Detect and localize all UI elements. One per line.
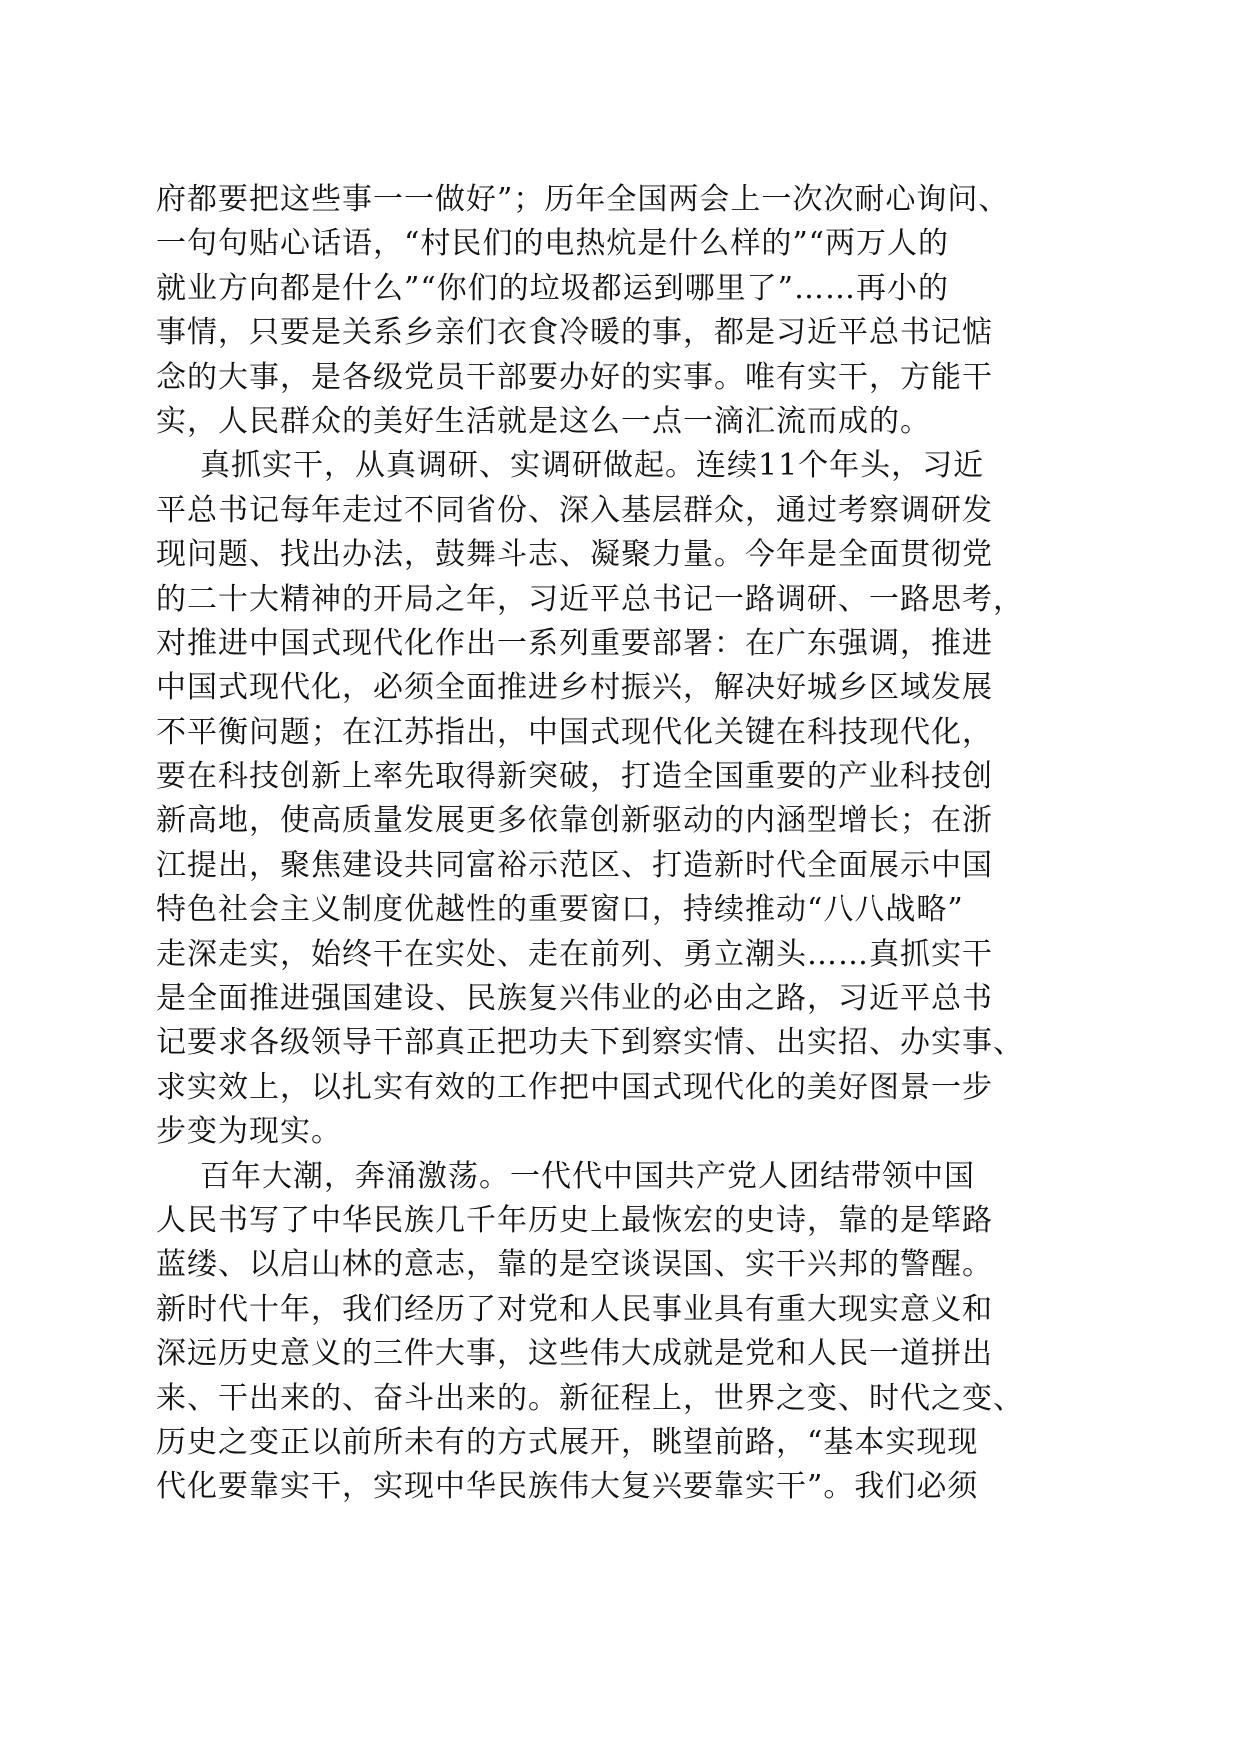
text-line: 实，人民群众的美好生活就是这么一点一滴汇流而成的。 [156,403,931,439]
text-line: 蓝缕、以启山林的意志，靠的是空谈误国、实干兴邦的警醒。 [156,1247,993,1283]
text-line: 对推进中国式现代化作出一系列重要部署：在广东强调，推进 [156,625,993,661]
text-line: 代化要靠实干，实现中华民族伟大复兴要靠实干”。我们必须 [156,1469,979,1505]
paragraph [156,444,1084,1154]
document-body [156,178,1084,1510]
text-line: 府都要把这些事一一做好”；历年全国两会上一次次耐心询问、 [156,182,1010,217]
text-line: 记要求各级领导干部真正把功夫下到察实情、出实招、办实事、 [156,1025,1024,1061]
paragraph [156,1155,1084,1510]
text-line: 的二十大精神的开局之年，习近平总书记一路调研、一路思考， [156,581,1024,617]
text-line: 要在科技创新上率先取得新突破，打造全国重要的产业科技创 [156,759,993,795]
text-line: 江提出，聚焦建设共同富裕示范区、打造新时代全面展示中国 [156,847,993,883]
text-line: 特色社会主义制度优越性的重要窗口，持续推动“八八战略” [156,892,964,928]
text-line: 深远历史意义的三件大事，这些伟大成就是党和人民一道拼出 [156,1336,993,1372]
text-line: 是全面推进强国建设、民族复兴伟业的必由之路，习近平总书 [156,981,993,1017]
text-line: 一句句贴心话语，“村民们的电热炕是什么样的”“两万人的 [156,226,950,262]
text-line: 现问题、找出办法，鼓舞斗志、凝聚力量。今年是全面贯彻党 [156,537,993,573]
text-line: 人民书写了中华民族几千年历史上最恢宏的史诗，靠的是筚路 [156,1202,993,1238]
text-line: 求实效上，以扎实有效的工作把中国式现代化的美好图景一步 [156,1069,993,1105]
text-line: 不平衡问题；在江苏指出，中国式现代化关键在科技现代化， [156,714,993,750]
text-line: 就业方向都是什么”“你们的垃圾都运到哪里了”……再小的 [156,270,950,306]
text-line: 历史之变正以前所未有的方式展开，眺望前路，“基本实现现 [156,1424,979,1460]
text-line: 新高地，使高质量发展更多依靠创新驱动的内涵型增长；在浙 [156,803,993,839]
text-line: 事情，只要是关系乡亲们衣食冷暖的事，都是习近平总书记惦 [156,315,993,351]
text-line: 来、干出来的、奋斗出来的。新征程上，世界之变、时代之变、 [156,1380,1024,1416]
text-line: 真抓实干，从真调研、实调研做起。连续11个年头，习近 [200,448,985,484]
text-line: 念的大事，是各级党员干部要办好的实事。唯有实干，方能干 [156,359,993,395]
text-line: 百年大潮，奔涌激荡。一代代中国共产党人团结带领中国 [200,1158,975,1194]
text-line: 步变为现实。 [156,1114,342,1150]
text-line: 平总书记每年走过不同省份、深入基层群众，通过考察调研发 [156,492,993,528]
text-line: 中国式现代化，必须全面推进乡村振兴，解决好城乡区域发展 [156,670,993,706]
text-line: 新时代十年，我们经历了对党和人民事业具有重大现实意义和 [156,1291,993,1327]
paragraph [156,178,1084,444]
text-line: 走深走实，始终干在实处、走在前列、勇立潮头……真抓实干 [156,936,993,972]
